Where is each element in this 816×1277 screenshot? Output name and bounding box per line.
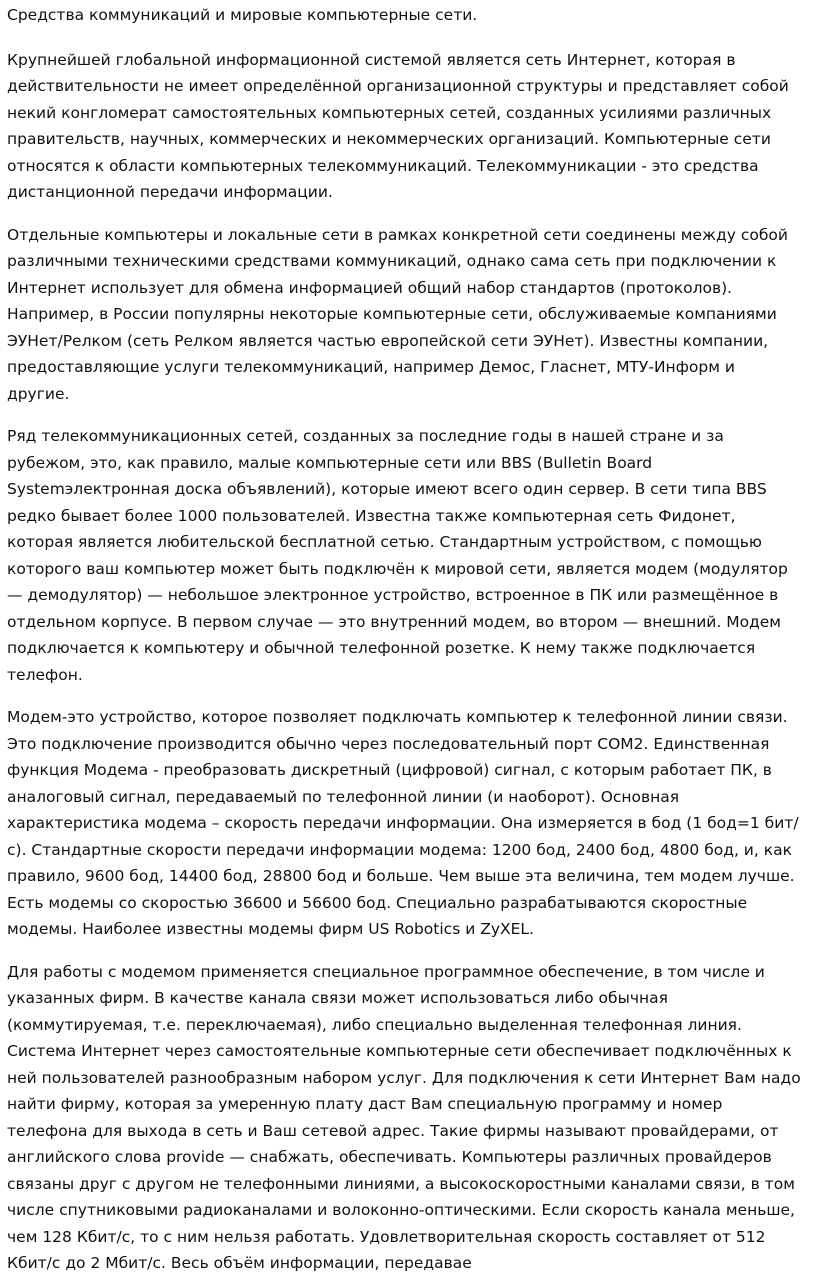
paragraph-internet-overview: Крупнейшей глобальной информационной системой является сеть Интернет, которая в действительности не имеет определённой организационной структуры и представляет собой некий конгломерат самостоятельных компьютерных сетей, созданных усилиями различных правительств, научных, коммерческих и некоммерческих организаций. Компьютерные сети относятся к области компьютерных телекоммуникаций. Телекоммуникации - это средства дистанционной передачи информации. (7, 50, 789, 201)
paragraph-providers: Для работы с модемом применяется специальное программное обеспечение, в том числе и указанных фирм. В качестве канала связи может использоваться либо обычная (коммутируемая, т.е. переключаемая), либо специально выделенная телефонная линия. Система Интернет через самостоятельные компьютерные сети обеспечивает подключённых к ней пользователей разнообразным набором услуг. Для подключения к сети Интернет Вам надо найти фирму, которая за умеренную плату даст Вам специальную программу и номер телефона для выхода в сеть и Ваш сетевой адрес. Такие фирмы называют провайдерами, от английского слова provide — снабжать, обеспечивать. Компьютеры различных провайдеров связаны друг с другом не телефонными линиями, а высокоскоростными каналами связи, в том числе спутниковыми радиоканалами и волоконно-оптическими. Если скорость канала меньше, чем 128 Кбит/с, то с ним нельзя работать. Удовлетворительная скорость составляет от 512 Кбит/с до 2 Мбит/с. Весь объём информации, передавае (7, 962, 801, 1272)
paragraph-modem-speed: Модем-это устройство, которое позволяет подключать компьютер к телефонной линии связи. Это подключение производится обычно через последовательный порт COM2. Единственная функция Модема - преобразовать дискретный (цифровой) сигнал, с которым работает ПК, в аналоговый сигнал, передаваемый по телефонной линии (и наоборот). Основная характеристика модема – скорость передачи информации. Она измеряется в бод (1 бод=1 бит/с). Стандартные скорости передачи информации модема: 1200 бод, 2400 бод, 4800 бод, и, как правило, 9600 бод, 14400 бод, 28800 бод и больше. Чем выше эта величина, тем модем лучше. Есть модемы со скоростью 36600 и 56600 бод. Специально разрабатываются скоростные модемы. Наиболее известны модемы фирм US Robotics и ZyXEL. (7, 708, 799, 938)
paragraph-networks-protocols: Отдельные компьютеры и локальные сети в рамках конкретной сети соединены между собой различными техническими средствами коммуникаций, однако сама сеть при подключении к Интернет использует для обмена информацией общий набор стандартов (протоколов). Например, в России популярны некоторые компьютерные сети, обслуживаемые компаниями ЭУНет/Релком (сеть Релком является частью европейской сети ЭУНет). Известны компании, предоставляющие услуги телекоммуникаций, например Демос, Гласнет, МТУ-Информ и другие. (7, 225, 788, 403)
document-title: Средства коммуникаций и мировые компьютерные сети. (7, 6, 478, 24)
paragraph-bbs-modem: Ряд телекоммуникационных сетей, созданных за последние годы в нашей стране и за рубежом, это, как правило, малые компьютерные сети или BBS (Bulletin Board Systemэлектронная доска объявлений), которые имеют всего один сервер. В сети типа BBS редко бывает более 1000 пользователей. Известна также компьютерная сеть Фидонет, которая является любительской бесплатной сетью. Стандартным устройством, с помощью которого ваш компьютер может быть подключён к мировой сети, является модем (модулятор — демодулятор) — небольшое электронное устройство, встроенное в ПК или размещённое в отдельном корпусе. В первом случае — это внутренний модем, во втором — внешний. Модем подключается к компьютеру и обычной телефонной розетке. К нему также подключается телефон. (7, 427, 788, 684)
